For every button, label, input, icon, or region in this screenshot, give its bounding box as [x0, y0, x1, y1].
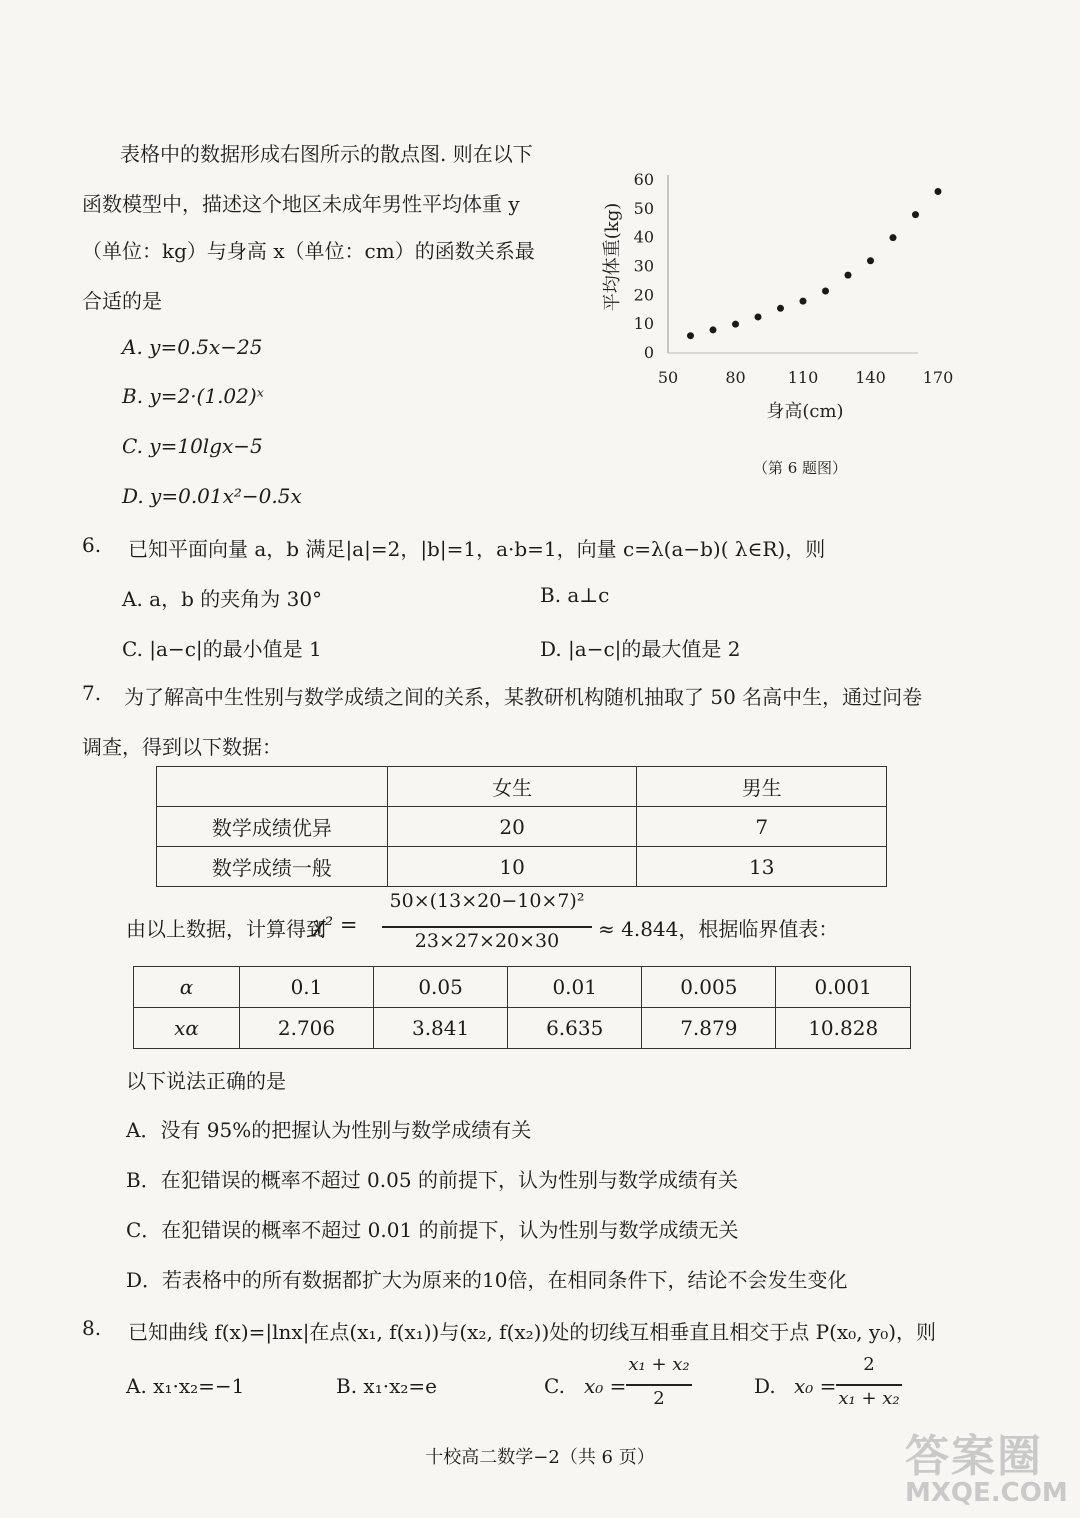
- q6-option-c: C. |a−c|的最小值是 1: [122, 637, 322, 661]
- q8-option-c-denominator: 2: [653, 1388, 665, 1409]
- q5-stem-line4: 合适的是: [82, 289, 162, 313]
- table-cell: 0.005: [642, 967, 776, 1008]
- x-tick-label: 80: [725, 368, 746, 387]
- q8-option-d-numerator: 2: [863, 1354, 875, 1375]
- q8-option-c-fraction-line: [626, 1384, 692, 1386]
- q5-stem-line2: 函数模型中，描述这个地区未成年男性平均体重 y: [82, 192, 520, 216]
- table-cell: 7.879: [642, 1008, 776, 1049]
- q7-stem-line2: 调查，得到以下数据：: [82, 735, 282, 759]
- table-row: [134, 1008, 911, 1049]
- table-row: [134, 967, 911, 1008]
- formula-fraction-line: [382, 926, 592, 928]
- chart-points: [687, 188, 942, 339]
- chart-y-label: 平均体重(kg): [602, 202, 623, 312]
- q5-stem-line1: 表格中的数据形成右图所示的散点图. 则在以下: [120, 142, 533, 166]
- table-cell: 0.001: [776, 967, 911, 1008]
- table-cell: 6.635: [508, 1008, 642, 1049]
- q6-option-d: D. |a−c|的最大值是 2: [540, 637, 741, 661]
- table-cell: 7: [637, 807, 887, 847]
- survey-table-header: [157, 767, 887, 807]
- q8-number: 8.: [82, 1316, 102, 1340]
- chart-x-ticks: [658, 368, 953, 387]
- scatter-point: [710, 326, 717, 333]
- scatter-point: [845, 272, 852, 279]
- q7-option-b: B．在犯错误的概率不超过 0.05 的前提下，认为性别与数学成绩有关: [126, 1168, 738, 1192]
- scatter-chart: [590, 165, 990, 485]
- watermark-url: MXQE.COM: [905, 1478, 1068, 1508]
- q8-option-c-numerator: x₁ + x₂: [628, 1354, 690, 1375]
- q6-stem: 已知平面向量 a，b 满足|a|=2，|b|=1，a·b=1，向量 c=λ(a−b)( λ∈R)，则: [128, 537, 826, 561]
- y-tick-label: 40: [633, 227, 654, 247]
- scatter-point: [777, 305, 784, 312]
- table-cell: 10.828: [776, 1008, 911, 1049]
- table-row: [157, 807, 887, 847]
- formula-denominator: 23×27×20×30: [414, 930, 560, 952]
- chart-y-ticks: [634, 170, 654, 362]
- q8-stem: 已知曲线 f(x)=|lnx|在点(x₁, f(x₁))与(x₂, f(x₂))处的切线互相垂直且相交于点 P(x₀, y₀)，则: [128, 1320, 937, 1344]
- q8-option-a: A. x₁·x₂=−1: [126, 1374, 245, 1398]
- q7-stem-line1: 为了解高中生性别与数学成绩之间的关系，某教研机构随机抽取了 50 名高中生，通过问卷: [124, 685, 923, 709]
- scatter-point: [867, 257, 874, 264]
- chi-symbol: χ² =: [312, 913, 358, 937]
- y-tick-label: 50: [633, 198, 654, 218]
- scatter-point: [800, 298, 807, 305]
- chart-x-label: 身高(cm): [766, 401, 844, 422]
- x-tick-label: 110: [787, 368, 819, 387]
- q6-option-a: A. a，b 的夹角为 30°: [122, 587, 323, 611]
- x-tick-label: 170: [922, 368, 954, 387]
- y-tick-label: 30: [633, 256, 654, 276]
- calc-prefix: 由以上数据，计算得到: [126, 917, 326, 941]
- q5-option-b: B. y=2·(1.02)ˣ: [122, 384, 264, 408]
- q7-option-c: C．在犯错误的概率不超过 0.01 的前提下，认为性别与数学成绩无关: [126, 1218, 739, 1242]
- q8-option-d-lhs: x₀ =: [794, 1374, 837, 1398]
- formula-numerator: 50×(13×20−10×7)²: [389, 890, 585, 912]
- y-tick-label: 60: [633, 170, 654, 189]
- table-header-cell: [157, 767, 388, 807]
- x-tick-label: 140: [855, 368, 886, 387]
- q8-option-d-label: D.: [754, 1374, 776, 1398]
- critical-value-table: [133, 966, 911, 1049]
- table-cell: 数学成绩一般: [157, 847, 388, 887]
- table-row: [157, 847, 887, 887]
- table-header-cell: 女生: [387, 767, 637, 807]
- q8-option-b: B. x₁·x₂=e: [336, 1374, 437, 1398]
- q5-option-c: C. y=10lgx−5: [122, 434, 263, 458]
- scatter-point: [822, 288, 829, 295]
- y-tick-label: 0: [643, 343, 654, 362]
- table-cell: 0.05: [374, 967, 508, 1008]
- q6-option-b: B. a⊥c: [540, 583, 610, 607]
- x-tick-label: 50: [657, 368, 679, 387]
- table-cell: 20: [387, 807, 637, 847]
- calc-suffix: ≈ 4.844，根据临界值表：: [598, 917, 839, 941]
- q7-lead: 以下说法正确的是: [126, 1069, 286, 1093]
- q7-option-d: D．若表格中的所有数据都扩大为原来的10倍，在相同条件下，结论不会发生变化: [126, 1268, 848, 1292]
- q6-number: 6.: [82, 533, 102, 557]
- q5-option-a: A. y=0.5x−25: [122, 335, 263, 359]
- table-cell: xα: [134, 1008, 240, 1049]
- page-footer: 十校高二数学−2（共 6 页）: [425, 1447, 655, 1468]
- q7-number: 7.: [82, 681, 102, 705]
- q8-option-d-fraction-line: [836, 1384, 902, 1386]
- scatter-point: [687, 332, 694, 339]
- q8-option-c-lhs: x₀ =: [584, 1374, 627, 1398]
- q7-option-a: A．没有 95%的把握认为性别与数学成绩有关: [126, 1118, 532, 1142]
- table-cell: α: [134, 967, 240, 1008]
- scatter-point: [912, 211, 919, 218]
- y-tick-label: 20: [633, 285, 654, 305]
- table-cell: 3.841: [374, 1008, 508, 1049]
- watermark-logo: 答案圈: [905, 1431, 1043, 1482]
- scatter-point: [935, 188, 942, 195]
- table-header-cell: 男生: [637, 767, 887, 807]
- q5-stem-line3: （单位：kg）与身高 x（单位：cm）的函数关系最: [82, 239, 535, 263]
- q5-option-d: D. y=0.01x²−0.5x: [122, 484, 302, 508]
- chart-grid: [668, 175, 918, 353]
- table-cell: 10: [387, 847, 637, 887]
- scatter-point: [755, 313, 762, 320]
- table-cell: 数学成绩优异: [157, 807, 388, 847]
- q8-option-c-label: C.: [544, 1374, 565, 1398]
- scatter-point: [732, 321, 739, 328]
- table-cell: 2.706: [239, 1008, 373, 1049]
- y-tick-label: 10: [633, 314, 654, 334]
- table-cell: 0.01: [508, 967, 642, 1008]
- scatter-point: [890, 234, 897, 241]
- table-cell: 0.1: [239, 967, 373, 1008]
- table-cell: 13: [637, 847, 887, 887]
- q8-option-d-denominator: x₁ + x₂: [838, 1388, 900, 1409]
- survey-table: [156, 766, 887, 887]
- chart-caption: （第 6 题图）: [752, 459, 848, 477]
